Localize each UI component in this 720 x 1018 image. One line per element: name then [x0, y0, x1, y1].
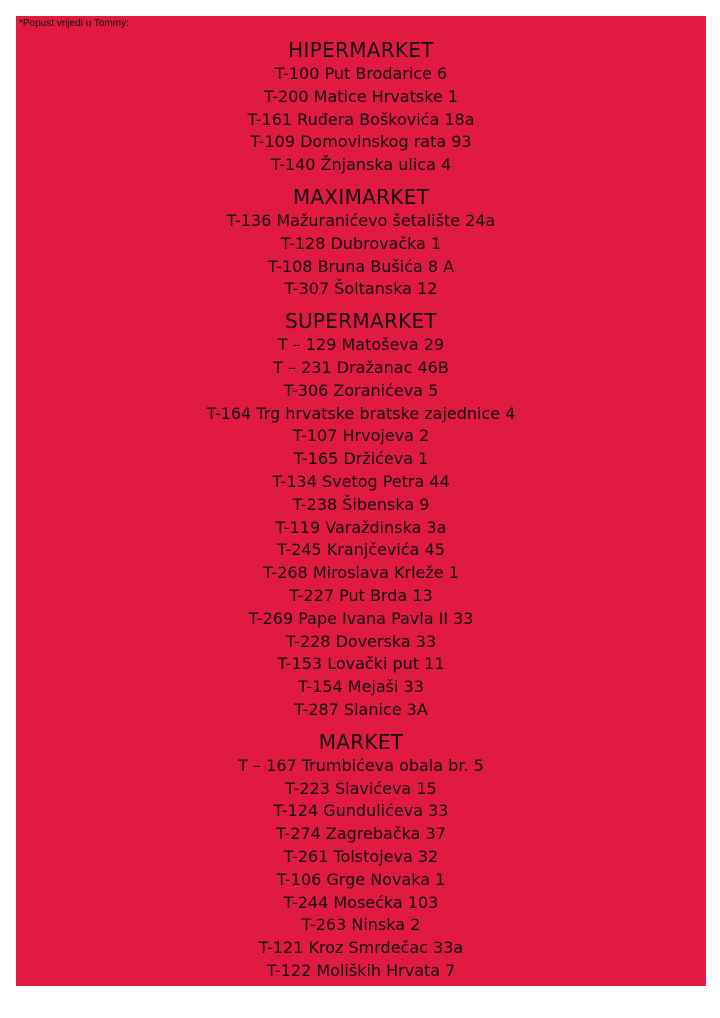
section-heading: SUPERMARKET	[284, 309, 438, 334]
store-item: T-263 Ninska 2	[301, 915, 421, 935]
store-item: T-306 Zoranićeva 5	[283, 380, 439, 400]
store-item: T-140 Žnjanska ulica 4	[270, 155, 452, 175]
store-item: T-107 Hrvojeva 2	[292, 426, 430, 446]
store-item: T-238 Šibenska 9	[292, 494, 430, 514]
section-heading: HIPERMARKET	[288, 38, 434, 62]
store-item: T-307 Šoltanska 12	[284, 279, 438, 299]
store-item: T-134 Svetog Petra 44	[272, 471, 450, 491]
store-item: T-122 Moliških Hrvata 7	[266, 960, 456, 980]
store-item: T-228 Doverska 33	[285, 631, 437, 651]
store-item: T-121 Kroz Smrdečac 33a	[258, 938, 464, 958]
store-list	[16, 37, 706, 983]
section-supermarket	[16, 308, 706, 722]
store-item: T-161 Ruđera Boškovića 18a	[247, 109, 475, 129]
store-item: T-274 Zagrebačka 37	[276, 824, 446, 844]
store-item: T-100 Put Brodarice 6	[274, 64, 448, 83]
store-item: T-223 Slavićeva 15	[285, 778, 437, 798]
store-item: T-269 Pape Ivana Pavla II 33	[248, 608, 474, 628]
section-heading: MAXIMARKET	[292, 184, 430, 209]
store-item: T-153 Lovački put 11	[277, 654, 445, 674]
store-item: T-244 Mosećka 103	[283, 892, 439, 912]
section-market	[16, 729, 706, 983]
store-item: T-268 Miroslava Krleže 1	[263, 563, 459, 583]
section-heading: MARKET	[318, 729, 404, 754]
store-item: T-200 Matice Hrvatske 1	[263, 86, 459, 106]
store-item: T – 129 Matoševa 29	[277, 335, 445, 355]
section-hipermarket	[16, 37, 706, 177]
store-item: T-108 Bruna Bušića 8 A	[267, 256, 455, 276]
store-item: T – 167 Trumbićeva obala br. 5	[238, 755, 484, 775]
store-item: T-136 Mažuranićevo šetalište 24a	[226, 210, 496, 230]
store-item: T-128 Dubrovačka 1	[280, 233, 442, 253]
store-item: T-165 Držićeva 1	[293, 449, 429, 469]
store-item: T-287 Slanice 3A	[294, 699, 428, 719]
store-item: T-164 Trg hrvatske bratske zajednice 4	[206, 403, 516, 423]
store-item: T-154 Mejaši 33	[298, 677, 424, 697]
store-item: T-124 Gundulićeva 33	[273, 801, 449, 821]
store-item: T-261 Tolstojeva 32	[283, 846, 439, 866]
store-item: T – 231 Dražanac 46B	[273, 357, 449, 377]
store-list-panel	[16, 16, 706, 986]
section-maximarket	[16, 184, 706, 301]
store-item: T-227 Put Brda 13	[289, 585, 433, 605]
store-item: T-106 Grge Novaka 1	[276, 869, 446, 889]
store-item: T-109 Domovinskog rata 93	[250, 132, 472, 152]
discount-note: *Popust vrijedi u Tommy:	[19, 18, 129, 29]
store-item: T-119 Varaždinska 3a	[275, 517, 447, 537]
store-item: T-245 Kranjčevića 45	[277, 540, 445, 560]
